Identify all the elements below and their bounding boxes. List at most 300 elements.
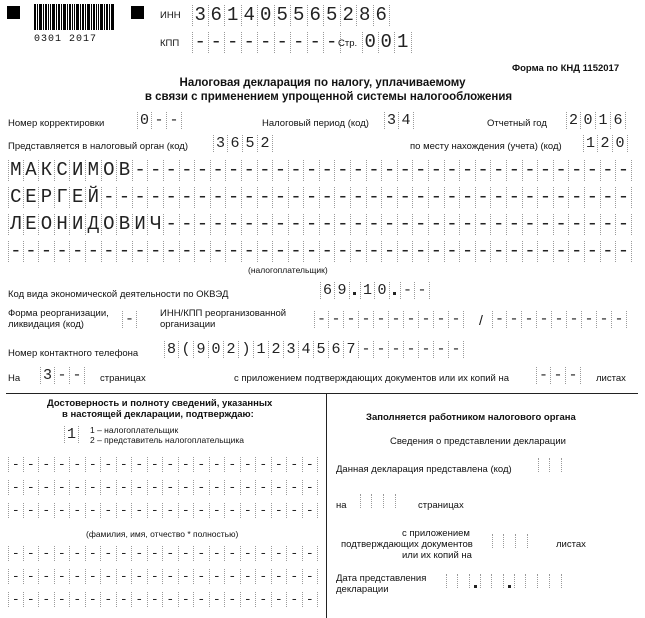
taxpayer-cell[interactable]: -: [460, 241, 476, 262]
reorg-inn-cell[interactable]: -: [449, 311, 464, 328]
signer-name-cell[interactable]: -: [194, 546, 210, 561]
signer-name-cell[interactable]: -: [256, 592, 272, 607]
signer-name-cell[interactable]: -: [24, 546, 40, 561]
taxpayer-cell[interactable]: -: [242, 241, 258, 262]
phone-cell[interactable]: 5: [314, 341, 329, 358]
signer-name-cell[interactable]: -: [55, 503, 71, 518]
okved-cells-b[interactable]: [360, 282, 390, 299]
kpp-cell[interactable]: -: [291, 32, 308, 53]
signer-name-cell[interactable]: -: [241, 480, 257, 495]
staff-pages-cell[interactable]: [384, 494, 396, 508]
signer-name-cell[interactable]: -: [8, 592, 24, 607]
taxpayer-cell[interactable]: -: [616, 160, 632, 181]
signer-name-cell[interactable]: -: [39, 569, 55, 584]
correction-cell[interactable]: -: [152, 112, 167, 129]
signer-name-cell[interactable]: -: [39, 457, 55, 472]
reorg-inn-cell[interactable]: -: [344, 311, 359, 328]
okved-cell[interactable]: 0: [375, 282, 390, 299]
reorg-inn-cell[interactable]: -: [419, 311, 434, 328]
phone-cells[interactable]: [164, 341, 464, 358]
signer-cell[interactable]: 1: [64, 426, 79, 443]
okved-cell[interactable]: -: [400, 282, 415, 299]
period-cells[interactable]: [384, 112, 414, 129]
taxpayer-cell[interactable]: -: [180, 187, 196, 208]
location-cell[interactable]: 2: [598, 135, 613, 152]
signer-name-cell[interactable]: -: [225, 592, 241, 607]
reorg-form-cell[interactable]: -: [122, 311, 137, 328]
taxpayer-cell[interactable]: -: [304, 160, 320, 181]
taxpayer-cell[interactable]: -: [289, 214, 305, 235]
taxpayer-cell[interactable]: -: [367, 241, 383, 262]
taxpayer-cell[interactable]: -: [164, 241, 180, 262]
taxpayer-cell[interactable]: -: [554, 241, 570, 262]
reorg-inn-cell[interactable]: -: [374, 311, 389, 328]
phone-cell[interactable]: -: [374, 341, 389, 358]
phone-cell[interactable]: 1: [254, 341, 269, 358]
signer-cells[interactable]: [64, 426, 79, 443]
signer-name-cell[interactable]: -: [24, 569, 40, 584]
phone-cell[interactable]: 4: [299, 341, 314, 358]
taxpayer-cell[interactable]: -: [320, 160, 336, 181]
reorg-kpp-cell[interactable]: -: [552, 311, 567, 328]
reorg-kpp-cell[interactable]: -: [522, 311, 537, 328]
taxpayer-cell[interactable]: -: [413, 187, 429, 208]
taxpayer-cell[interactable]: -: [195, 160, 211, 181]
signer-name-cell[interactable]: -: [179, 592, 195, 607]
taxpayer-cell[interactable]: -: [180, 241, 196, 262]
taxpayer-cell[interactable]: -: [102, 187, 118, 208]
taxpayer-cell[interactable]: -: [601, 241, 617, 262]
taxpayer-cell[interactable]: -: [491, 160, 507, 181]
signer-name-cell[interactable]: -: [8, 503, 24, 518]
signer-name-cell[interactable]: -: [86, 569, 102, 584]
signer-name-cell[interactable]: -: [86, 546, 102, 561]
taxpayer-cell[interactable]: -: [180, 214, 196, 235]
taxpayer-cell[interactable]: К: [39, 160, 55, 181]
taxpayer-cell[interactable]: -: [429, 214, 445, 235]
signer-name-cell[interactable]: -: [210, 569, 226, 584]
staff-date-cell[interactable]: [526, 574, 538, 588]
taxpayer-cell[interactable]: В: [117, 214, 133, 235]
signer-name-cell[interactable]: -: [194, 569, 210, 584]
taxpayer-cell[interactable]: -: [242, 187, 258, 208]
signer-name-cell[interactable]: -: [101, 592, 117, 607]
taxpayer-cell[interactable]: -: [320, 187, 336, 208]
kpp-cell[interactable]: -: [242, 32, 259, 53]
taxpayer-cell[interactable]: -: [211, 160, 227, 181]
submitted-cell[interactable]: [550, 458, 562, 472]
pages-cell[interactable]: 3: [40, 367, 55, 384]
taxpayer-cell[interactable]: Е: [24, 187, 40, 208]
signer-name-cell[interactable]: -: [117, 503, 133, 518]
staff-date-cell[interactable]: [446, 574, 458, 588]
phone-cell[interactable]: 0: [209, 341, 224, 358]
taxpayer-cell[interactable]: О: [102, 214, 118, 235]
signer-name-cell[interactable]: -: [179, 480, 195, 495]
signer-name-cell[interactable]: -: [101, 457, 117, 472]
taxpayer-cell[interactable]: -: [117, 187, 133, 208]
taxpayer-cell[interactable]: -: [538, 214, 554, 235]
correction-cell[interactable]: -: [167, 112, 182, 129]
reorg-inn-cell[interactable]: -: [314, 311, 329, 328]
signer-name-line-3[interactable]: [8, 503, 318, 518]
taxpayer-cell[interactable]: -: [569, 160, 585, 181]
taxpayer-cell[interactable]: Л: [8, 214, 24, 235]
taxpayer-cell[interactable]: -: [476, 214, 492, 235]
taxpayer-cell[interactable]: -: [133, 160, 149, 181]
taxpayer-cell[interactable]: -: [601, 214, 617, 235]
taxpayer-cell[interactable]: -: [569, 187, 585, 208]
inn-cells[interactable]: [192, 5, 390, 26]
signer-name-cell[interactable]: -: [303, 457, 319, 472]
taxpayer-cell[interactable]: -: [382, 241, 398, 262]
taxpayer-cell[interactable]: -: [382, 187, 398, 208]
taxpayer-cell[interactable]: -: [117, 241, 133, 262]
okved-cells-c[interactable]: [400, 282, 430, 299]
correction-cell[interactable]: 0: [137, 112, 152, 129]
signer-name-cell[interactable]: -: [8, 480, 24, 495]
signer-name-cell[interactable]: -: [148, 457, 164, 472]
signer-name-cell[interactable]: -: [163, 569, 179, 584]
signer-name-cell[interactable]: -: [70, 480, 86, 495]
signer-name-cell[interactable]: -: [163, 592, 179, 607]
staff-date-cell[interactable]: [480, 574, 492, 588]
authority-cell[interactable]: 6: [228, 135, 243, 152]
taxpayer-cell[interactable]: -: [585, 214, 601, 235]
signer-name-cell[interactable]: -: [117, 480, 133, 495]
phone-cell[interactable]: -: [389, 341, 404, 358]
taxpayer-cell[interactable]: -: [351, 160, 367, 181]
signer-name-cell[interactable]: -: [287, 503, 303, 518]
staff-pages-cell[interactable]: [372, 494, 384, 508]
taxpayer-cell[interactable]: -: [507, 160, 523, 181]
signer-name-cell[interactable]: -: [241, 592, 257, 607]
kpp-cell[interactable]: -: [275, 32, 292, 53]
taxpayer-cell[interactable]: -: [398, 160, 414, 181]
taxpayer-cell[interactable]: -: [585, 187, 601, 208]
staff-date-month[interactable]: [480, 574, 504, 588]
signer-name-cell[interactable]: -: [194, 457, 210, 472]
signer-name-cell[interactable]: -: [132, 546, 148, 561]
taxpayer-cell[interactable]: -: [289, 187, 305, 208]
taxpayer-cell[interactable]: М: [8, 160, 24, 181]
signer-name-cell[interactable]: -: [24, 457, 40, 472]
signer-name-cell[interactable]: -: [272, 546, 288, 561]
taxpayer-cell[interactable]: -: [304, 187, 320, 208]
taxpayer-cell[interactable]: -: [273, 241, 289, 262]
representative-line-1[interactable]: [8, 546, 318, 561]
taxpayer-cell[interactable]: -: [211, 214, 227, 235]
kpp-cell[interactable]: -: [209, 32, 226, 53]
taxpayer-cell[interactable]: -: [320, 241, 336, 262]
taxpayer-cell[interactable]: -: [476, 187, 492, 208]
signer-name-cell[interactable]: -: [8, 457, 24, 472]
staff-pages-cells[interactable]: [360, 494, 396, 508]
signer-name-cell[interactable]: -: [241, 503, 257, 518]
kpp-cell[interactable]: -: [324, 32, 341, 53]
taxpayer-cell[interactable]: -: [289, 241, 305, 262]
signer-name-cell[interactable]: -: [163, 503, 179, 518]
signer-name-cell[interactable]: -: [256, 457, 272, 472]
signer-name-cell[interactable]: -: [256, 503, 272, 518]
inn-cell[interactable]: 1: [225, 5, 242, 26]
taxpayer-cell[interactable]: -: [226, 160, 242, 181]
taxpayer-cell[interactable]: -: [476, 241, 492, 262]
okved-cell[interactable]: -: [415, 282, 430, 299]
signer-name-cell[interactable]: -: [39, 592, 55, 607]
taxpayer-cell[interactable]: -: [70, 241, 86, 262]
staff-date-day[interactable]: [446, 574, 470, 588]
staff-attach-cell[interactable]: [492, 534, 504, 548]
taxpayer-cell[interactable]: -: [413, 241, 429, 262]
taxpayer-line-2[interactable]: [8, 187, 632, 208]
signer-name-cell[interactable]: -: [194, 480, 210, 495]
taxpayer-cell[interactable]: -: [55, 241, 71, 262]
signer-name-cell[interactable]: -: [287, 457, 303, 472]
taxpayer-cell[interactable]: -: [554, 187, 570, 208]
taxpayer-cell[interactable]: А: [24, 160, 40, 181]
taxpayer-cell[interactable]: -: [289, 160, 305, 181]
taxpayer-cell[interactable]: -: [569, 214, 585, 235]
reorg-kpp-cell[interactable]: -: [567, 311, 582, 328]
representative-line-2[interactable]: [8, 569, 318, 584]
inn-cell[interactable]: 5: [291, 5, 308, 26]
phone-cell[interactable]: -: [404, 341, 419, 358]
taxpayer-cell[interactable]: -: [164, 160, 180, 181]
year-cell[interactable]: 6: [611, 112, 626, 129]
staff-attach-cells[interactable]: [492, 534, 528, 548]
taxpayer-cell[interactable]: -: [335, 160, 351, 181]
taxpayer-cell[interactable]: -: [445, 160, 461, 181]
reorg-inn-cell[interactable]: -: [389, 311, 404, 328]
taxpayer-cell[interactable]: -: [133, 241, 149, 262]
authority-cell[interactable]: 3: [213, 135, 228, 152]
correction-cells[interactable]: [137, 112, 182, 129]
taxpayer-cell[interactable]: -: [616, 241, 632, 262]
taxpayer-cell[interactable]: -: [258, 160, 274, 181]
signer-name-cell[interactable]: -: [194, 592, 210, 607]
phone-cell[interactable]: 7: [344, 341, 359, 358]
taxpayer-cell[interactable]: -: [538, 241, 554, 262]
taxpayer-cell[interactable]: -: [554, 160, 570, 181]
staff-date-year[interactable]: [514, 574, 562, 588]
taxpayer-cell[interactable]: -: [491, 187, 507, 208]
signer-name-cell[interactable]: -: [101, 480, 117, 495]
signer-name-cell[interactable]: -: [117, 569, 133, 584]
reorg-kpp-cell[interactable]: -: [537, 311, 552, 328]
inn-cell[interactable]: 6: [308, 5, 325, 26]
taxpayer-cell[interactable]: -: [211, 241, 227, 262]
signer-name-cell[interactable]: -: [148, 546, 164, 561]
staff-attach-cell[interactable]: [504, 534, 516, 548]
taxpayer-cell[interactable]: -: [398, 187, 414, 208]
signer-name-cell[interactable]: -: [179, 503, 195, 518]
taxpayer-line-1[interactable]: [8, 160, 632, 181]
taxpayer-cell[interactable]: -: [460, 187, 476, 208]
signer-name-cell[interactable]: -: [163, 457, 179, 472]
taxpayer-cell[interactable]: -: [195, 214, 211, 235]
phone-cell[interactable]: -: [419, 341, 434, 358]
taxpayer-cell[interactable]: -: [523, 214, 539, 235]
taxpayer-cell[interactable]: -: [445, 187, 461, 208]
period-cell[interactable]: 4: [399, 112, 414, 129]
signer-name-cell[interactable]: -: [272, 457, 288, 472]
signer-name-cell[interactable]: -: [210, 592, 226, 607]
attach-cell[interactable]: -: [551, 367, 566, 384]
taxpayer-cell[interactable]: -: [491, 214, 507, 235]
staff-date-cell[interactable]: [538, 574, 550, 588]
signer-name-cell[interactable]: -: [179, 569, 195, 584]
signer-name-cell[interactable]: -: [148, 503, 164, 518]
phone-cell[interactable]: 3: [284, 341, 299, 358]
signer-name-cell[interactable]: -: [55, 592, 71, 607]
taxpayer-cell[interactable]: -: [569, 241, 585, 262]
taxpayer-cell[interactable]: -: [491, 241, 507, 262]
signer-name-cell[interactable]: -: [179, 457, 195, 472]
signer-name-cell[interactable]: -: [55, 569, 71, 584]
inn-cell[interactable]: 5: [275, 5, 292, 26]
reorg-kpp-cells[interactable]: [492, 311, 627, 328]
signer-name-cell[interactable]: -: [39, 480, 55, 495]
taxpayer-cell[interactable]: -: [148, 241, 164, 262]
authority-cell[interactable]: 2: [258, 135, 273, 152]
taxpayer-cell[interactable]: -: [86, 241, 102, 262]
signer-name-cell[interactable]: -: [256, 480, 272, 495]
signer-name-cell[interactable]: -: [117, 457, 133, 472]
reorg-inn-cells[interactable]: [314, 311, 464, 328]
taxpayer-cell[interactable]: -: [460, 214, 476, 235]
taxpayer-cell[interactable]: Ч: [148, 214, 164, 235]
taxpayer-cell[interactable]: -: [351, 187, 367, 208]
submitted-cell[interactable]: [538, 458, 550, 472]
reorg-kpp-cell[interactable]: -: [582, 311, 597, 328]
staff-pages-cell[interactable]: [360, 494, 372, 508]
signer-name-line-2[interactable]: [8, 480, 318, 495]
signer-name-line-1[interactable]: [8, 457, 318, 472]
taxpayer-cell[interactable]: -: [382, 160, 398, 181]
taxpayer-cell[interactable]: -: [148, 160, 164, 181]
signer-name-cell[interactable]: -: [179, 546, 195, 561]
taxpayer-cell[interactable]: -: [445, 241, 461, 262]
signer-name-cell[interactable]: -: [39, 503, 55, 518]
signer-name-cell[interactable]: -: [272, 503, 288, 518]
taxpayer-cell[interactable]: -: [335, 214, 351, 235]
signer-name-cell[interactable]: -: [55, 546, 71, 561]
signer-name-cell[interactable]: -: [132, 569, 148, 584]
taxpayer-cell[interactable]: -: [507, 187, 523, 208]
reorg-inn-cell[interactable]: -: [329, 311, 344, 328]
signer-name-cell[interactable]: -: [287, 546, 303, 561]
phone-cell[interactable]: (: [179, 341, 194, 358]
taxpayer-cell[interactable]: -: [445, 214, 461, 235]
signer-name-cell[interactable]: -: [101, 569, 117, 584]
phone-cell[interactable]: -: [449, 341, 464, 358]
signer-name-cell[interactable]: -: [132, 457, 148, 472]
taxpayer-cell[interactable]: О: [102, 160, 118, 181]
inn-cell[interactable]: 6: [209, 5, 226, 26]
phone-cell[interactable]: -: [359, 341, 374, 358]
taxpayer-cell[interactable]: -: [616, 187, 632, 208]
page-cells[interactable]: [362, 32, 412, 53]
page-cell[interactable]: 0: [362, 32, 379, 53]
phone-cell[interactable]: 2: [224, 341, 239, 358]
signer-name-cell[interactable]: -: [24, 592, 40, 607]
taxpayer-cell[interactable]: -: [585, 160, 601, 181]
signer-name-cell[interactable]: -: [256, 546, 272, 561]
signer-name-cell[interactable]: -: [210, 546, 226, 561]
signer-name-cell[interactable]: -: [225, 569, 241, 584]
representative-line-3[interactable]: [8, 592, 318, 607]
signer-name-cell[interactable]: -: [70, 569, 86, 584]
reorg-form-cells[interactable]: [122, 311, 137, 328]
reorg-inn-cell[interactable]: -: [434, 311, 449, 328]
signer-name-cell[interactable]: -: [163, 546, 179, 561]
taxpayer-cell[interactable]: Й: [86, 187, 102, 208]
inn-cell[interactable]: 3: [192, 5, 209, 26]
attach-cell[interactable]: -: [566, 367, 581, 384]
taxpayer-cell[interactable]: -: [351, 214, 367, 235]
taxpayer-cell[interactable]: И: [133, 214, 149, 235]
inn-cell[interactable]: 8: [357, 5, 374, 26]
taxpayer-line-4[interactable]: [8, 241, 632, 262]
authority-cells[interactable]: [213, 135, 273, 152]
taxpayer-cell[interactable]: И: [70, 160, 86, 181]
attach-cell[interactable]: -: [536, 367, 551, 384]
location-cells[interactable]: [583, 135, 628, 152]
okved-cells-a[interactable]: [320, 282, 350, 299]
staff-date-cell[interactable]: [550, 574, 562, 588]
taxpayer-cell[interactable]: С: [55, 160, 71, 181]
signer-name-cell[interactable]: -: [101, 503, 117, 518]
reorg-inn-cell[interactable]: -: [359, 311, 374, 328]
submitted-cells[interactable]: [538, 458, 562, 472]
signer-name-cell[interactable]: -: [117, 592, 133, 607]
taxpayer-cell[interactable]: -: [413, 214, 429, 235]
signer-name-cell[interactable]: -: [303, 546, 319, 561]
reorg-kpp-cell[interactable]: -: [612, 311, 627, 328]
signer-name-cell[interactable]: -: [272, 569, 288, 584]
page-cell[interactable]: 1: [395, 32, 412, 53]
taxpayer-cell[interactable]: -: [195, 241, 211, 262]
signer-name-cell[interactable]: -: [24, 480, 40, 495]
taxpayer-cell[interactable]: М: [86, 160, 102, 181]
signer-name-cell[interactable]: -: [303, 480, 319, 495]
taxpayer-cell[interactable]: -: [164, 187, 180, 208]
taxpayer-line-3[interactable]: [8, 214, 632, 235]
taxpayer-cell[interactable]: -: [226, 241, 242, 262]
phone-cell[interactable]: -: [434, 341, 449, 358]
signer-name-cell[interactable]: -: [241, 457, 257, 472]
taxpayer-cell[interactable]: -: [507, 214, 523, 235]
signer-name-cell[interactable]: -: [148, 480, 164, 495]
taxpayer-cell[interactable]: -: [367, 214, 383, 235]
location-cell[interactable]: 1: [583, 135, 598, 152]
taxpayer-cell[interactable]: -: [429, 187, 445, 208]
taxpayer-cell[interactable]: -: [413, 160, 429, 181]
taxpayer-cell[interactable]: О: [39, 214, 55, 235]
okved-cell[interactable]: 1: [360, 282, 375, 299]
taxpayer-cell[interactable]: -: [273, 187, 289, 208]
signer-name-cell[interactable]: -: [148, 592, 164, 607]
okved-cell[interactable]: 9: [335, 282, 350, 299]
signer-name-cell[interactable]: -: [225, 503, 241, 518]
taxpayer-cell[interactable]: -: [148, 187, 164, 208]
taxpayer-cell[interactable]: -: [351, 241, 367, 262]
taxpayer-cell[interactable]: -: [164, 214, 180, 235]
inn-cell[interactable]: 5: [324, 5, 341, 26]
signer-name-cell[interactable]: -: [8, 569, 24, 584]
taxpayer-cell[interactable]: -: [460, 160, 476, 181]
